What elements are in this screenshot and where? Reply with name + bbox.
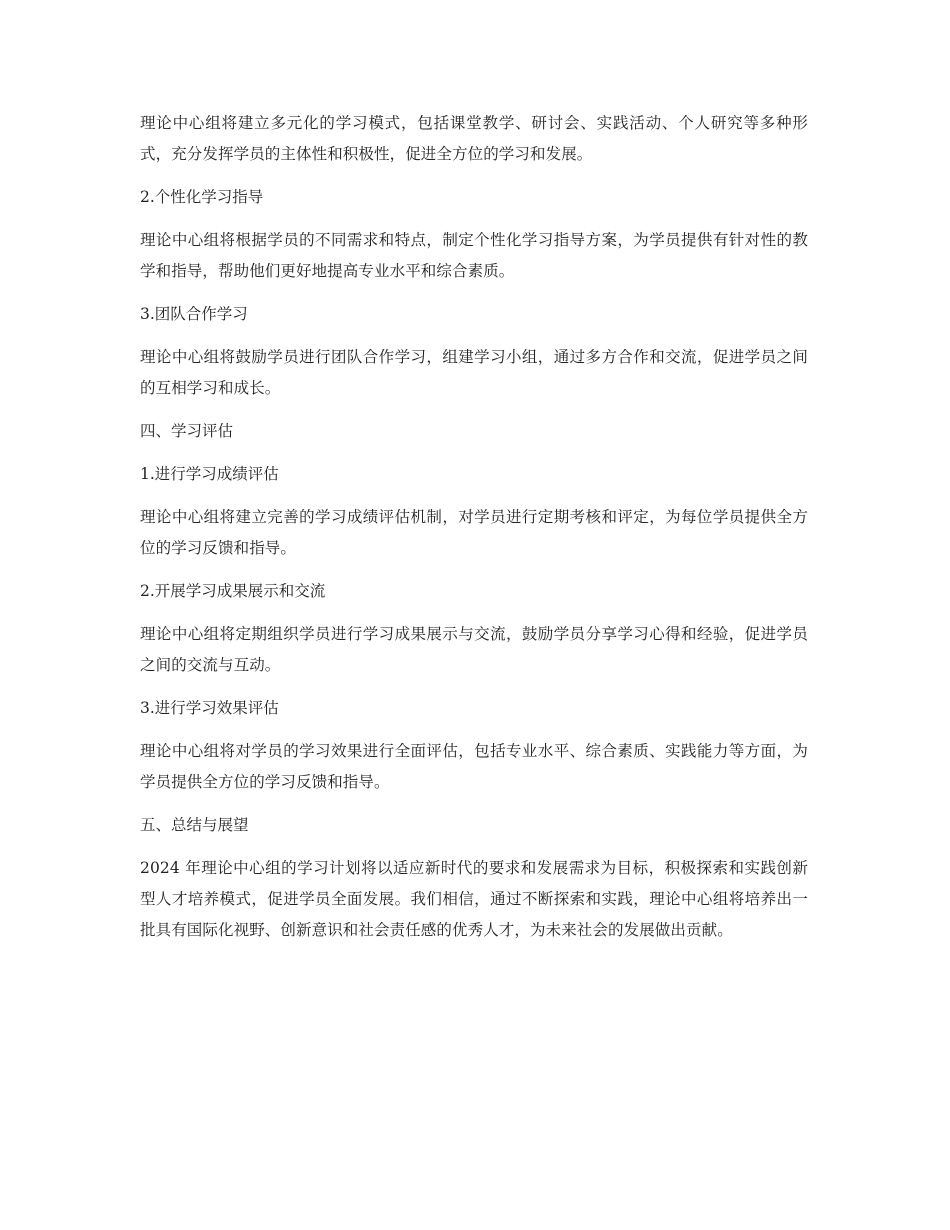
heading-personalized-guidance: 2.个性化学习指导 [140, 188, 264, 206]
heading-results-showcase: 2.开展学习成果展示和交流 [140, 582, 326, 600]
heading-team-learning: 3.团队合作学习 [140, 305, 248, 323]
paragraph-results-showcase: 理论中心组将定期组织学员进行学习成果展示与交流，鼓励学员分享学习心得和经验，促进学员之间的交流与互动。 [140, 625, 808, 674]
document-body [140, 108, 808, 958]
paragraph-summary: 2024 年理论中心组的学习计划将以适应新时代的要求和发展需求为目标，积极探索和实践创新型人才培养模式，促进学员全面发展。我们相信，通过不断探索和实践，理论中心组将培养出一批具有国际化视野、创新意识和社会责任感的优秀人才，为未来社会的发展做出贡献。 [140, 859, 808, 939]
paragraph-personalized-guidance: 理论中心组将根据学员的不同需求和特点，制定个性化学习指导方案，为学员提供有针对性的教学和指导，帮助他们更好地提高专业水平和综合素质。 [140, 231, 808, 280]
paragraph-effect-assessment: 理论中心组将对学员的学习效果进行全面评估，包括专业水平、综合素质、实践能力等方面，为学员提供全方位的学习反馈和指导。 [140, 742, 808, 791]
paragraph-grade-assessment: 理论中心组将建立完善的学习成绩评估机制，对学员进行定期考核和评定，为每位学员提供全方位的学习反馈和指导。 [140, 508, 808, 557]
heading-grade-assessment: 1.进行学习成绩评估 [140, 465, 279, 483]
paragraph-learning-modes: 理论中心组将建立多元化的学习模式，包括课堂教学、研讨会、实践活动、个人研究等多种形式，充分发挥学员的主体性和积极性，促进全方位的学习和发展。 [140, 114, 808, 163]
heading-effect-assessment: 3.进行学习效果评估 [140, 699, 279, 717]
section-heading-summary: 五、总结与展望 [140, 816, 249, 834]
section-heading-assessment: 四、学习评估 [140, 422, 234, 440]
paragraph-team-learning: 理论中心组将鼓励学员进行团队合作学习，组建学习小组，通过多方合作和交流，促进学员之间的互相学习和成长。 [140, 348, 808, 397]
